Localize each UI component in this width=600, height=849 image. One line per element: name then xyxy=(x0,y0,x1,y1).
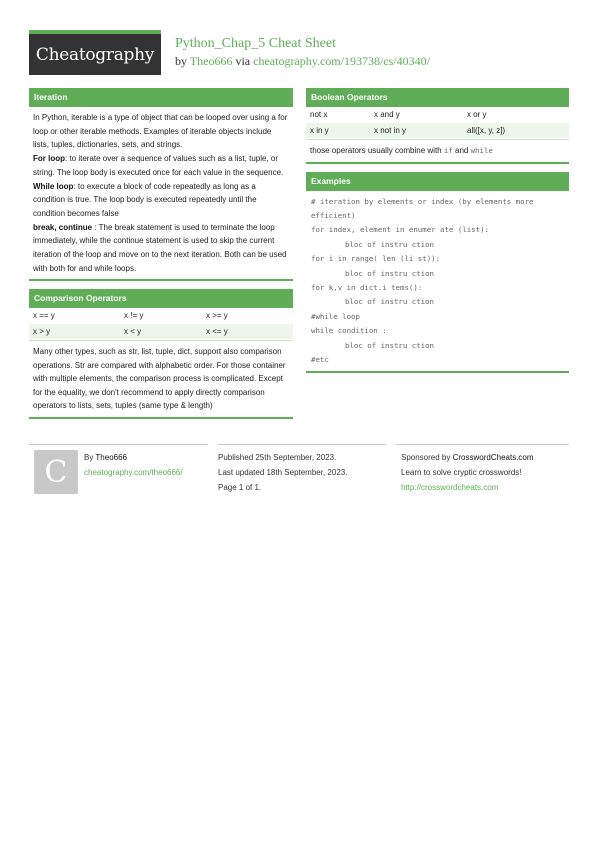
byline xyxy=(175,54,430,69)
for-loop-term: For loop xyxy=(33,154,65,164)
code-line: for i in range( len (li st)): xyxy=(311,254,441,264)
author-link[interactable]: Theo666 xyxy=(189,54,233,68)
code-block xyxy=(306,191,569,372)
page-number: Page 1 of 1. xyxy=(218,483,262,492)
avatar-letter: C xyxy=(44,454,68,490)
sponsor-prefix: Sponsored by xyxy=(401,453,451,462)
footer-author-link[interactable]: Theo666 xyxy=(95,453,128,462)
examples-heading: Examples xyxy=(306,172,569,191)
examples-section xyxy=(306,172,569,374)
footer-divider xyxy=(396,444,569,445)
table-row xyxy=(306,123,569,139)
table-cell: x in y xyxy=(310,126,329,135)
logo-text: Cheatography xyxy=(35,44,155,65)
byline-prefix: by xyxy=(175,54,187,68)
table-cell: all([x, y, z]) xyxy=(467,126,506,135)
sponsor-link[interactable]: CrosswordCheats.com xyxy=(452,453,534,462)
footer-by-label: By xyxy=(84,453,94,462)
table-cell: not x xyxy=(310,110,328,119)
footer-author-block xyxy=(84,450,183,480)
code-line: bloc of instru ction xyxy=(345,297,434,307)
table-cell: x < y xyxy=(124,327,142,337)
table-cell: x and y xyxy=(374,110,400,119)
break-continue-text: : The break statement is used to terminate the loop immediately, while the continue statement is used to skip the current iteration of the loop and move on to the next iteration. Both can be used with both for and while loops. xyxy=(33,222,287,273)
sponsor-tagline: Learn to solve cryptic crosswords! xyxy=(401,468,522,477)
keyword-while: while xyxy=(470,146,493,155)
table-cell: x >= y xyxy=(206,311,228,321)
while-loop-item xyxy=(33,180,289,221)
while-loop-term: While loop xyxy=(33,181,74,191)
break-continue-item xyxy=(33,221,289,276)
footer-sponsor-block xyxy=(401,450,534,495)
footer-author-url[interactable]: cheatography.com/theo666/ xyxy=(84,468,183,477)
iteration-intro: In Python, iterable is a type of object that can be looped over using a for loop or other iterable methods. Examples of iterable objects include lists, tuples, dictionaries, sets, and strings. xyxy=(33,113,288,150)
comparison-heading: Comparison Operators xyxy=(29,289,293,308)
code-line: for k,v in dict.i tems(): xyxy=(311,282,423,292)
byline-via: via xyxy=(235,54,251,68)
for-loop-item xyxy=(33,152,289,179)
title-block xyxy=(175,36,430,69)
keyword-if: if xyxy=(443,146,453,155)
cheatography-logo[interactable] xyxy=(29,30,161,75)
for-loop-text: : to iterate over a sequence of values such as a list, tuple, or string. The loop body is executed once for each value in the sequence. xyxy=(33,154,284,177)
table-cell: x == y xyxy=(33,311,55,321)
table-cell: x or y xyxy=(467,110,487,119)
table-cell: x > y xyxy=(33,327,51,337)
table-cell: x <= y xyxy=(206,327,228,337)
table-row xyxy=(29,324,293,340)
table-cell: x not in y xyxy=(374,126,407,135)
comparison-note: Many other types, such as str, list, tuple, dict, support also comparison operations. Str are compared with alphabetic order. For those container with multiple elements, the comparison process is complicated. Except for the equality, we don't recommend to apply directly comparison operators to lists, sets, tuples (same type & length) xyxy=(29,340,293,417)
footer-divider xyxy=(218,444,386,445)
boolean-note-text: those operators usually combine with xyxy=(310,146,442,155)
footer-divider xyxy=(29,444,208,445)
updated-date: Last updated 18th September, 2023. xyxy=(218,468,348,477)
while-loop-text: : to execute a block of code repeatedly as long as a condition is true. The loop body is executed repeatedly until the condition becomes false xyxy=(33,181,257,218)
right-column xyxy=(306,88,569,381)
left-column xyxy=(29,88,293,427)
iteration-section xyxy=(29,88,293,281)
table-cell: x != y xyxy=(124,311,144,321)
iteration-body xyxy=(29,107,293,279)
boolean-note-and: and xyxy=(455,146,469,155)
code-line: for index, element in enumer ate (list): xyxy=(311,225,489,235)
sponsor-url[interactable]: http://crosswordcheats.com xyxy=(401,483,499,492)
code-line: #etc xyxy=(311,354,329,364)
boolean-note xyxy=(306,139,569,162)
code-line: bloc of instru ction xyxy=(345,239,434,249)
boolean-section xyxy=(306,88,569,164)
avatar[interactable] xyxy=(34,450,78,494)
code-line: bloc of instru ction xyxy=(345,268,434,278)
break-continue-term: break, continue xyxy=(33,222,93,232)
published-date: Published 25th September, 2023. xyxy=(218,453,337,462)
boolean-heading: Boolean Operators xyxy=(306,88,569,107)
page-title: Python_Chap_5 Cheat Sheet xyxy=(175,36,336,51)
code-line: bloc of instru ction xyxy=(345,340,434,350)
footer-dates-block xyxy=(218,450,347,495)
code-line: #while loop xyxy=(311,311,360,321)
iteration-heading: Iteration xyxy=(29,88,293,107)
sheet-url-link[interactable]: cheatography.com/193738/cs/40340/ xyxy=(253,54,430,68)
comparison-section xyxy=(29,289,293,419)
table-row xyxy=(306,107,569,123)
table-row xyxy=(29,308,293,324)
code-line: # iteration by elements or index (by elements more efficient) xyxy=(311,196,538,220)
code-line: while condition : xyxy=(311,326,387,336)
